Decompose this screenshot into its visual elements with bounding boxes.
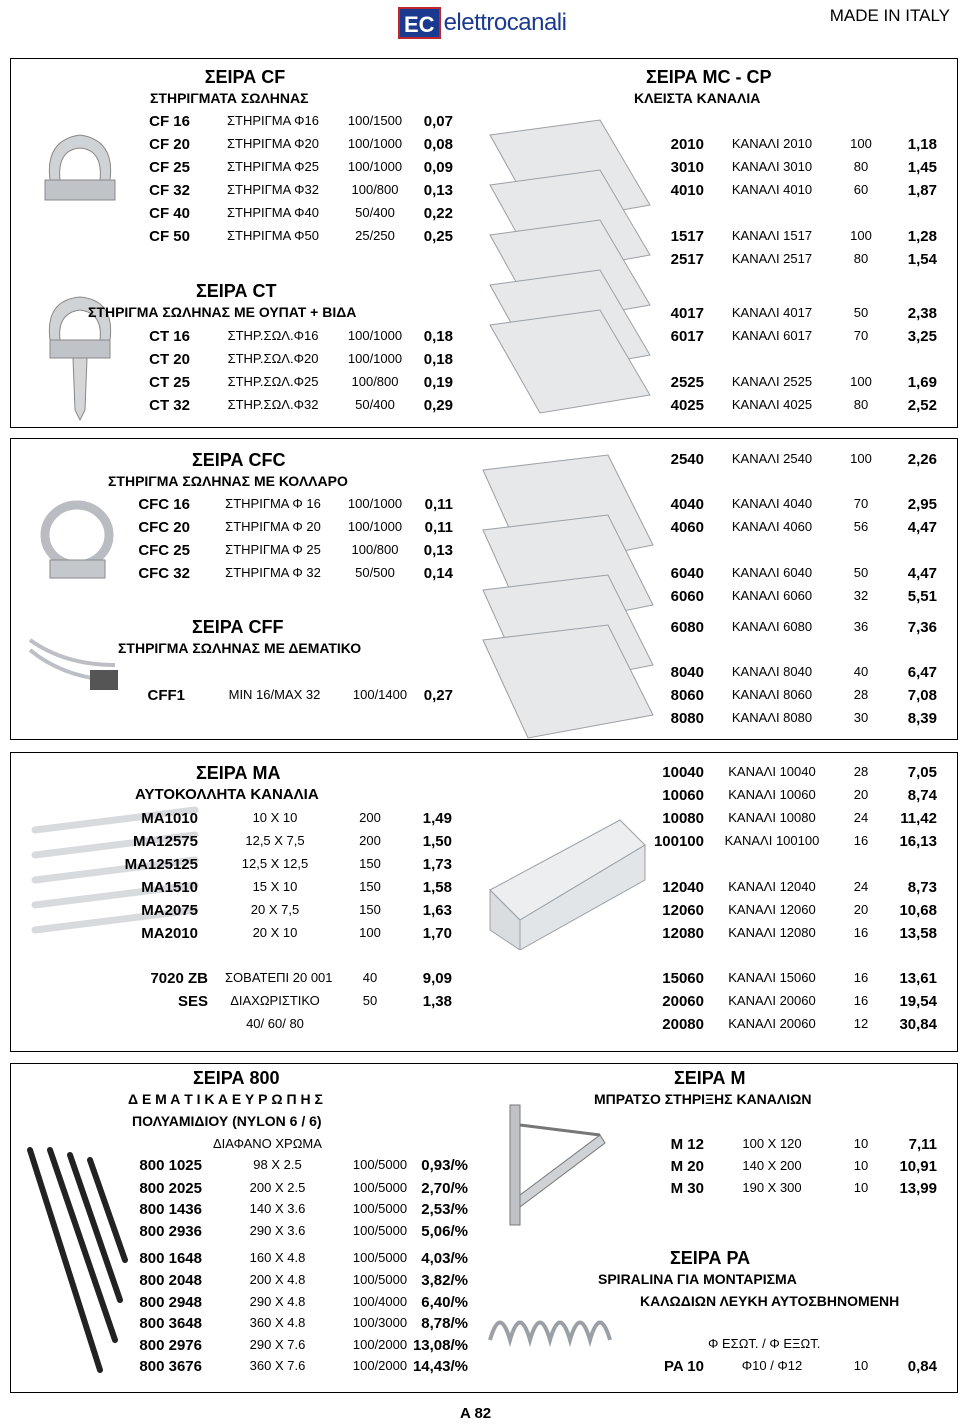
ch3-row-5-col-1: ΚΑΝΑΛΙ 12060 [728, 902, 816, 917]
ch3-row-2-col-3: 11,42 [900, 810, 937, 827]
cf-row-0-col-3: 0,07 [423, 113, 453, 130]
s800-row-0-col-3: 0,93/% [421, 1157, 468, 1174]
mc-row-5-col-1: ΚΑΝΑΛΙ 4017 [731, 305, 813, 320]
cfc-row-0-col-0: CFC 16 [138, 496, 190, 513]
ch3-row-4-col-3: 8,73 [907, 879, 937, 896]
ch3-row-0-col-3: 7,05 [907, 764, 937, 781]
cfc-row-0-col-3: 0,11 [424, 496, 453, 513]
cf-row-0-col-1: ΣΤΗΡΙΓΜΑ Φ16 [226, 113, 320, 128]
sm-row-2-col-1: 190 X 300 [742, 1180, 802, 1195]
mc-row-5-col-3: 2,38 [907, 305, 937, 322]
cf-row-2-col-0: CF 25 [149, 159, 190, 176]
ch2-row-4-col-0: 6060 [670, 588, 704, 605]
mc-row-6-col-1: ΚΑΝΑΛΙ 6017 [731, 328, 813, 343]
ch2-row-4-col-2: 32 [853, 588, 869, 603]
ma-extra-row-0-col-1: ΣΟΒΑΤΕΠΙ 20 001 [225, 970, 333, 985]
ct-row-1-col-2: 100/1000 [347, 351, 403, 366]
mc-row-6-col-2: 70 [853, 328, 869, 343]
s800-row-2-col-1: 140 X 3.6 [249, 1201, 306, 1216]
ma-extra-row-0-col-0: 7020 ZB [150, 970, 208, 987]
s800-row-3-col-2: 100/5000 [352, 1223, 408, 1238]
made-in-italy: MADE IN ITALY [829, 6, 950, 25]
ch2-row-0-col-1: ΚΑΝΑΛΙ 2540 [731, 451, 813, 466]
cff-row-0-col-1: MIN 16/MAX 32 [228, 687, 321, 702]
ch2-row-7-col-3: 7,08 [907, 687, 937, 704]
s800-row-7-col-2: 100/3000 [352, 1315, 408, 1330]
mc-row-0-col-1: ΚΑΝΑΛΙ 2010 [731, 136, 813, 151]
ch3-row-1-col-0: 10060 [662, 787, 704, 804]
large-channel-image [480, 800, 650, 950]
s800-row-8-col-0: 800 2976 [139, 1337, 202, 1354]
ct-row-3-col-2: 50/400 [355, 397, 395, 412]
s800-title: ΣΕΙΡΑ 800 [193, 1068, 280, 1088]
ch3-row-8-col-1: ΚΑΝΑΛΙ 20060 [728, 993, 816, 1008]
ch2-row-6-col-0: 8040 [670, 664, 704, 681]
s800-row-8-col-3: 13,08/% [412, 1337, 468, 1354]
ch2-row-2-col-2: 56 [853, 519, 869, 534]
cff-row-0-col-0: CFF1 [147, 687, 185, 704]
ct-row-2-col-2: 100/800 [351, 374, 399, 389]
cfc-row-1-col-0: CFC 20 [138, 519, 190, 536]
ch2-row-0-col-2: 100 [850, 451, 872, 466]
ch2-row-5-col-0: 6080 [670, 619, 704, 636]
cf-row-0-col-0: CF 16 [149, 113, 190, 130]
s800-row-1-col-2: 100/5000 [352, 1180, 408, 1195]
s800-row-9-col-2: 100/2000 [352, 1358, 408, 1373]
pa-subtitle-2: ΚΑΛΩΔΙΩΝ ΛΕΥΚΗ ΑΥΤΟΣΒΗΝΟΜΕΝΗ [640, 1293, 900, 1309]
ct-row-0-col-0: CT 16 [149, 328, 190, 345]
s800-row-9-col-3: 14,43/% [412, 1358, 468, 1375]
ch3-row-9-col-1: ΚΑΝΑΛΙ 20060 [728, 1016, 816, 1031]
ma-row-4-col-0: MA2075 [141, 902, 198, 919]
ct-row-1-col-1: ΣΤΗΡ.ΣΩΛ.Φ20 [227, 351, 319, 366]
s800-row-3-col-1: 290 X 3.6 [249, 1223, 306, 1238]
cff-clip-image [25, 625, 125, 705]
ct-row-0-col-3: 0,18 [423, 328, 453, 345]
s800-row-5-col-1: 200 X 4.8 [249, 1272, 306, 1287]
s800-row-0-col-0: 800 1025 [139, 1157, 202, 1174]
mc-row-1-col-1: ΚΑΝΑΛΙ 3010 [731, 159, 813, 174]
ch2-row-8-col-0: 8080 [670, 710, 704, 727]
mc-row-1-col-2: 80 [853, 159, 869, 174]
mc-row-4-col-1: ΚΑΝΑΛΙ 2517 [731, 251, 813, 266]
mc-row-6-col-0: 6017 [670, 328, 704, 345]
sm-row-1-col-1: 140 X 200 [742, 1158, 802, 1173]
s800-row-0-col-1: 98 X 2.5 [253, 1157, 302, 1172]
cff-row-0-col-3: 0,27 [423, 687, 453, 704]
cf-row-3-col-1: ΣΤΗΡΙΓΜΑ Φ32 [226, 182, 320, 197]
s800-row-3-col-0: 800 2936 [139, 1223, 202, 1240]
ch3-row-5-col-3: 10,68 [899, 902, 937, 919]
s800-row-9-col-0: 800 3676 [139, 1358, 202, 1375]
ch3-row-0-col-2: 28 [853, 764, 869, 779]
cfc-row-1-col-1: ΣΤΗΡΙΓΜΑ Φ 20 [225, 519, 321, 534]
cf-row-4-col-1: ΣΤΗΡΙΓΜΑ Φ40 [226, 205, 320, 220]
sm-row-1-col-3: 10,91 [899, 1158, 937, 1175]
cfc-row-2-col-0: CFC 25 [138, 542, 190, 559]
mc-row-1-col-0: 3010 [670, 159, 704, 176]
s800-subtitle-2: ΠΟΛΥΑΜΙΔΙΟΥ (NYLON 6 / 6) [132, 1113, 322, 1129]
mc-subtitle: ΚΛΕΙΣΤΑ ΚΑΝΑΛΙΑ [634, 90, 761, 106]
ma-row-2-col-0: MA125125 [124, 856, 198, 873]
cf-row-4-col-3: 0,22 [423, 205, 453, 222]
ma-row-1-col-2: 200 [359, 833, 381, 848]
ma-extra-row-1-col-0: SES [177, 993, 208, 1010]
ch3-row-1-col-1: ΚΑΝΑΛΙ 10060 [728, 787, 816, 802]
cf-row-5-col-1: ΣΤΗΡΙΓΜΑ Φ50 [226, 228, 320, 243]
s800-row-5-col-0: 800 2048 [139, 1272, 202, 1289]
ma-row-5-col-2: 100 [359, 925, 381, 940]
ct-row-2-col-0: CT 25 [149, 374, 190, 391]
cff-subtitle: ΣΤΗΡΙΓΜΑ ΣΩΛΗΝΑΣ ΜΕ ΔΕΜΑΤΙΚΟ [118, 640, 362, 656]
ch3-row-7-col-0: 15060 [662, 970, 704, 987]
ch2-row-7-col-0: 8060 [670, 687, 704, 704]
cf-row-5-col-3: 0,25 [423, 228, 453, 245]
ma-row-3-col-3: 1,58 [422, 879, 452, 896]
sm-row-2-col-2: 10 [853, 1180, 869, 1195]
ch2-row-7-col-2: 28 [853, 687, 869, 702]
sm-row-0-col-2: 10 [853, 1136, 869, 1151]
cf-row-3-col-0: CF 32 [149, 182, 190, 199]
ct-row-2-col-3: 0,19 [423, 374, 453, 391]
ch3-row-7-col-1: ΚΑΝΑΛΙ 15060 [728, 970, 816, 985]
s800-row-6-col-2: 100/4000 [352, 1294, 408, 1309]
s800-row-1-col-0: 800 2025 [139, 1180, 202, 1197]
logo-mark: EC [398, 7, 441, 39]
ma-row-3-col-2: 150 [359, 879, 381, 894]
sm-row-2-col-3: 13,99 [899, 1180, 937, 1197]
pa-row-0-col-0: PA 10 [663, 1358, 704, 1375]
ma-extra-row-1-col-1: ΔΙΑΧΩΡΙΣΤΙΚΟ [230, 993, 320, 1008]
cf-row-2-col-2: 100/1000 [347, 159, 403, 174]
ch3-row-2-col-2: 24 [853, 810, 869, 825]
ch2-row-3-col-2: 50 [853, 565, 869, 580]
ma-subtitle: ΑΥΤΟΚΟΛΛΗΤΑ ΚΑΝΑΛΙΑ [135, 786, 319, 803]
pa-title: ΣΕΙΡΑ PA [670, 1248, 751, 1268]
cf-row-2-col-1: ΣΤΗΡΙΓΜΑ Φ25 [226, 159, 320, 174]
cf-title: ΣΕΙΡΑ CF [204, 67, 286, 87]
mc-row-8-col-2: 80 [853, 397, 869, 412]
ch3-row-8-col-2: 16 [853, 993, 869, 1008]
s800-row-4-col-3: 4,03/% [421, 1250, 468, 1267]
s800-row-0-col-2: 100/5000 [352, 1157, 408, 1172]
cfc-row-3-col-0: CFC 32 [138, 565, 190, 582]
logo-text: elettrocanali [443, 9, 567, 36]
ct-row-0-col-1: ΣΤΗΡ.ΣΩΛ.Φ16 [227, 328, 319, 343]
mc-row-2-col-1: ΚΑΝΑΛΙ 4010 [731, 182, 813, 197]
ma-row-1-col-0: MA12575 [132, 833, 198, 850]
ma-title: ΣΕΙΡΑ ΜΑ [196, 763, 281, 783]
s800-row-7-col-0: 800 3648 [139, 1315, 202, 1332]
ch2-row-1-col-3: 2,95 [907, 496, 937, 513]
ch3-row-2-col-0: 10080 [662, 810, 704, 827]
cfc-row-2-col-2: 100/800 [351, 542, 399, 557]
cf-subtitle: ΣΤΗΡΙΓΜΑΤΑ ΣΩΛΗΝΑΣ [150, 90, 309, 106]
ch3-row-3-col-1: ΚΑΝΑΛΙ 100100 [724, 833, 820, 848]
ch2-row-4-col-1: ΚΑΝΑΛΙ 6060 [731, 588, 813, 603]
s800-row-5-col-2: 100/5000 [352, 1272, 408, 1287]
cf-row-5-col-0: CF 50 [149, 228, 190, 245]
sm-subtitle: ΜΠΡΑΤΣΟ ΣΤΗΡΙΞΗΣ ΚΑΝΑΛΙΩΝ [594, 1091, 812, 1107]
ch2-row-2-col-0: 4060 [670, 519, 704, 536]
sm-row-1-col-2: 10 [853, 1158, 869, 1173]
ch3-row-9-col-3: 30,84 [899, 1016, 937, 1033]
ch3-row-3-col-0: 100100 [653, 833, 704, 850]
ch3-row-3-col-3: 16,13 [899, 833, 937, 850]
pa-row-0-col-3: 0,84 [907, 1358, 937, 1375]
mc-row-7-col-1: ΚΑΝΑΛΙ 2525 [731, 374, 813, 389]
cfc-row-1-col-2: 100/1000 [347, 519, 403, 534]
mc-row-4-col-3: 1,54 [907, 251, 937, 268]
cf-row-1-col-0: CF 20 [149, 136, 190, 153]
pa-row-0-col-1: Φ10 / Φ12 [741, 1358, 803, 1373]
ma-row-1-col-1: 12,5 X 7,5 [245, 833, 305, 848]
ch2-row-3-col-1: ΚΑΝΑΛΙ 6040 [731, 565, 813, 580]
mc-row-5-col-0: 4017 [670, 305, 704, 322]
ct-row-1-col-3: 0,18 [423, 351, 453, 368]
cf-row-1-col-3: 0,08 [423, 136, 453, 153]
s800-row-7-col-1: 360 X 4.8 [249, 1315, 306, 1330]
ch2-row-8-col-3: 8,39 [907, 710, 937, 727]
s800-row-2-col-0: 800 1436 [139, 1201, 202, 1218]
ma-row-4-col-1: 20 X 7,5 [250, 902, 300, 917]
s800-row-6-col-3: 6,40/% [421, 1294, 468, 1311]
s800-row-1-col-1: 200 X 2.5 [249, 1180, 306, 1195]
ch3-row-6-col-1: ΚΑΝΑΛΙ 12080 [728, 925, 816, 940]
ma-extra-row-1-col-3: 1,38 [422, 993, 452, 1010]
s800-subtitle-1: Δ Ε Μ Α Τ Ι Κ Α Ε Υ Ρ Ω Π Η Σ [128, 1091, 323, 1107]
mc-row-4-col-2: 80 [853, 251, 869, 266]
pa-subtitle-1: SPIRALINA ΓΙΑ ΜΟΝΤΑΡΙΣΜΑ [598, 1271, 797, 1287]
sm-title: ΣΕΙΡΑ Μ [674, 1068, 746, 1088]
ch2-row-8-col-2: 30 [853, 710, 869, 725]
ct-row-3-col-1: ΣΤΗΡ.ΣΩΛ.Φ32 [227, 397, 319, 412]
ma-extra-row-1-col-2: 50 [362, 993, 378, 1008]
ch2-row-8-col-1: ΚΑΝΑΛΙ 8080 [731, 710, 813, 725]
ct-row-1-col-0: CT 20 [149, 351, 190, 368]
cfc-row-0-col-1: ΣΤΗΡΙΓΜΑ Φ 16 [225, 496, 321, 511]
mc-row-8-col-0: 4025 [670, 397, 704, 414]
ch2-row-5-col-3: 7,36 [907, 619, 937, 636]
ma-row-2-col-1: 12,5 X 12,5 [241, 856, 309, 871]
cfc-row-2-col-3: 0,13 [423, 542, 453, 559]
ch3-row-0-col-0: 10040 [662, 764, 704, 781]
cfc-row-3-col-1: ΣΤΗΡΙΓΜΑ Φ 32 [225, 565, 321, 580]
cf-row-3-col-3: 0,13 [423, 182, 453, 199]
s800-row-7-col-3: 8,78/% [421, 1315, 468, 1332]
ch2-row-6-col-3: 6,47 [907, 664, 937, 681]
ch2-row-6-col-1: ΚΑΝΑΛΙ 8040 [731, 664, 813, 679]
ch3-row-1-col-2: 20 [853, 787, 869, 802]
mc-title: ΣΕΙΡΑ MC - CP [646, 67, 772, 87]
mc-row-2-col-2: 60 [853, 182, 869, 197]
ch3-row-6-col-2: 16 [853, 925, 869, 940]
cfc-clip-image [30, 490, 125, 590]
cf-row-3-col-2: 100/800 [351, 182, 399, 197]
ch3-row-5-col-0: 12060 [662, 902, 704, 919]
cf-row-1-col-2: 100/1000 [347, 136, 403, 151]
ch3-row-2-col-1: ΚΑΝΑΛΙ 10080 [728, 810, 816, 825]
ch3-row-0-col-1: ΚΑΝΑΛΙ 10040 [728, 764, 816, 779]
ch3-row-3-col-2: 16 [853, 833, 869, 848]
ma-row-2-col-2: 150 [359, 856, 381, 871]
cf-row-1-col-1: ΣΤΗΡΙΓΜΑ Φ20 [226, 136, 320, 151]
ch2-row-1-col-2: 70 [853, 496, 869, 511]
ch2-row-0-col-3: 2,26 [907, 451, 937, 468]
mc-row-4-col-0: 2517 [670, 251, 704, 268]
cfc-subtitle: ΣΤΗΡΙΓΜΑ ΣΩΛΗΝΑΣ ΜΕ ΚΟΛΛΑΡΟ [108, 473, 348, 489]
ma-row-3-col-1: 15 X 10 [252, 879, 298, 894]
ma-extra-row-0-col-3: 9,09 [422, 970, 452, 987]
pa-row-0-col-2: 10 [853, 1358, 869, 1373]
cfc-title: ΣΕΙΡΑ CFC [192, 450, 286, 470]
cf-row-4-col-2: 50/400 [355, 205, 395, 220]
mc-row-3-col-3: 1,28 [907, 228, 937, 245]
s800-row-1-col-3: 2,70/% [421, 1180, 468, 1197]
ch3-row-6-col-3: 13,58 [899, 925, 937, 942]
ch3-row-4-col-0: 12040 [662, 879, 704, 896]
ch2-row-3-col-0: 6040 [670, 565, 704, 582]
ch2-row-2-col-1: ΚΑΝΑΛΙ 4060 [731, 519, 813, 534]
page-number: A 82 [460, 1405, 492, 1422]
ch2-row-5-col-1: ΚΑΝΑΛΙ 6080 [731, 619, 813, 634]
ct-row-2-col-1: ΣΤΗΡ.ΣΩΛ.Φ25 [227, 374, 319, 389]
sm-row-0-col-3: 7,11 [908, 1136, 937, 1153]
cff-row-0-col-2: 100/1400 [352, 687, 408, 702]
mc-row-8-col-1: ΚΑΝΑΛΙ 4025 [731, 397, 813, 412]
cfc-row-0-col-2: 100/1000 [347, 496, 403, 511]
ch3-row-8-col-3: 19,54 [899, 993, 937, 1010]
mc-row-3-col-2: 100 [850, 228, 872, 243]
ma-extra-row-0-col-2: 40 [362, 970, 378, 985]
cfc-row-2-col-1: ΣΤΗΡΙΓΜΑ Φ 25 [225, 542, 321, 557]
mc-row-0-col-2: 100 [850, 136, 872, 151]
s800-row-6-col-0: 800 2948 [139, 1294, 202, 1311]
cf-clip-image [35, 120, 125, 220]
ch2-row-2-col-3: 4,47 [907, 519, 937, 536]
ch2-row-3-col-3: 4,47 [907, 565, 937, 582]
ct-row-3-col-3: 0,29 [423, 397, 453, 414]
ch3-row-7-col-3: 13,61 [899, 970, 937, 987]
ch3-row-9-col-2: 12 [853, 1016, 869, 1031]
ma-row-5-col-1: 20 X 10 [252, 925, 298, 940]
cf-row-2-col-3: 0,09 [423, 159, 453, 176]
ma-row-0-col-0: MA1010 [141, 810, 198, 827]
mc-row-0-col-0: 2010 [670, 136, 704, 153]
s800-row-3-col-3: 5,06/% [421, 1223, 468, 1240]
ma-row-0-col-2: 200 [359, 810, 381, 825]
s800-row-9-col-1: 360 X 7.6 [249, 1358, 306, 1373]
ct-row-0-col-2: 100/1000 [347, 328, 403, 343]
ch3-row-4-col-2: 24 [853, 879, 869, 894]
ma-row-5-col-0: MA2010 [141, 925, 198, 942]
mc-row-7-col-0: 2525 [670, 374, 704, 391]
s800-row-2-col-2: 100/5000 [352, 1201, 408, 1216]
mc-row-3-col-0: 1517 [670, 228, 704, 245]
ct-subtitle: ΣΤΗΡΙΓΜΑ ΣΩΛΗΝΑΣ ΜΕ ΟΥΠΑΤ + ΒΙΔΑ [88, 304, 357, 320]
ma-row-0-col-1: 10 X 10 [252, 810, 298, 825]
ch2-row-7-col-1: ΚΑΝΑΛΙ 8060 [731, 687, 813, 702]
ch3-row-7-col-2: 16 [853, 970, 869, 985]
s800-row-8-col-1: 290 X 7.6 [249, 1337, 306, 1352]
cfc-row-3-col-2: 50/500 [355, 565, 395, 580]
cfc-row-3-col-3: 0,14 [423, 565, 453, 582]
sm-row-0-col-0: M 12 [670, 1136, 704, 1153]
cf-row-4-col-0: CF 40 [149, 205, 190, 222]
sm-row-1-col-0: M 20 [670, 1158, 704, 1175]
ch3-row-8-col-0: 20060 [662, 993, 704, 1010]
s800-row-4-col-0: 800 1648 [139, 1250, 202, 1267]
ch2-row-6-col-2: 40 [853, 664, 869, 679]
mc-row-7-col-3: 1,69 [907, 374, 937, 391]
s800-row-2-col-3: 2,53/% [421, 1201, 468, 1218]
ma-row-4-col-2: 150 [359, 902, 381, 917]
mc-row-5-col-2: 50 [853, 305, 869, 320]
ma-row-5-col-3: 1,70 [422, 925, 452, 942]
bracket-image [490, 1095, 610, 1235]
ch3-row-5-col-2: 20 [853, 902, 869, 917]
ch2-row-4-col-3: 5,51 [907, 588, 937, 605]
mc-row-1-col-3: 1,45 [907, 159, 937, 176]
mc-row-8-col-3: 2,52 [907, 397, 937, 414]
ma-row-1-col-3: 1,50 [422, 833, 452, 850]
ma-row-2-col-3: 1,73 [422, 856, 452, 873]
ch3-row-4-col-1: ΚΑΝΑΛΙ 12040 [728, 879, 816, 894]
ma-row-4-col-3: 1,63 [422, 902, 452, 919]
ch3-row-9-col-0: 20080 [662, 1016, 704, 1033]
ma-note: 40/ 60/ 80 [246, 1016, 304, 1031]
ct-row-3-col-0: CT 32 [149, 397, 190, 414]
mc-row-2-col-0: 4010 [670, 182, 704, 199]
ma-row-3-col-0: MA1510 [141, 879, 198, 896]
brand-logo [398, 7, 566, 39]
spiral-image [485, 1300, 615, 1350]
mc-row-3-col-1: ΚΑΝΑΛΙ 1517 [731, 228, 813, 243]
sm-row-2-col-0: M 30 [670, 1180, 704, 1197]
ch2-row-5-col-2: 36 [853, 619, 869, 634]
ch2-row-1-col-0: 4040 [670, 496, 704, 513]
s800-row-8-col-2: 100/2000 [352, 1337, 408, 1352]
s800-row-5-col-3: 3,82/% [421, 1272, 468, 1289]
cff-title: ΣΕΙΡΑ CFF [192, 617, 284, 637]
pa-note: Φ ΕΣΩΤ. / Φ ΕΞΩΤ. [708, 1336, 821, 1351]
ma-row-0-col-3: 1,49 [422, 810, 452, 827]
cf-row-0-col-2: 100/1500 [347, 113, 403, 128]
s800-row-6-col-1: 290 X 4.8 [249, 1294, 306, 1309]
cf-row-5-col-2: 25/250 [355, 228, 395, 243]
ch2-row-0-col-0: 2540 [670, 451, 704, 468]
sm-row-0-col-1: 100 X 120 [742, 1136, 802, 1151]
mc-row-0-col-3: 1,18 [907, 136, 937, 153]
mc-row-2-col-3: 1,87 [907, 182, 937, 199]
s800-row-4-col-1: 160 X 4.8 [249, 1250, 306, 1265]
s800-row-4-col-2: 100/5000 [352, 1250, 408, 1265]
ch3-row-1-col-3: 8,74 [907, 787, 937, 804]
ch3-row-6-col-0: 12080 [662, 925, 704, 942]
cfc-row-1-col-3: 0,11 [424, 519, 453, 536]
mc-row-7-col-2: 100 [850, 374, 872, 389]
ct-title: ΣΕΙΡΑ CT [196, 281, 277, 301]
s800-subtitle-3: ΔΙΑΦΑΝΟ ΧΡΩΜΑ [213, 1136, 322, 1151]
mc-row-6-col-3: 3,25 [907, 328, 937, 345]
ch2-row-1-col-1: ΚΑΝΑΛΙ 4040 [731, 496, 813, 511]
